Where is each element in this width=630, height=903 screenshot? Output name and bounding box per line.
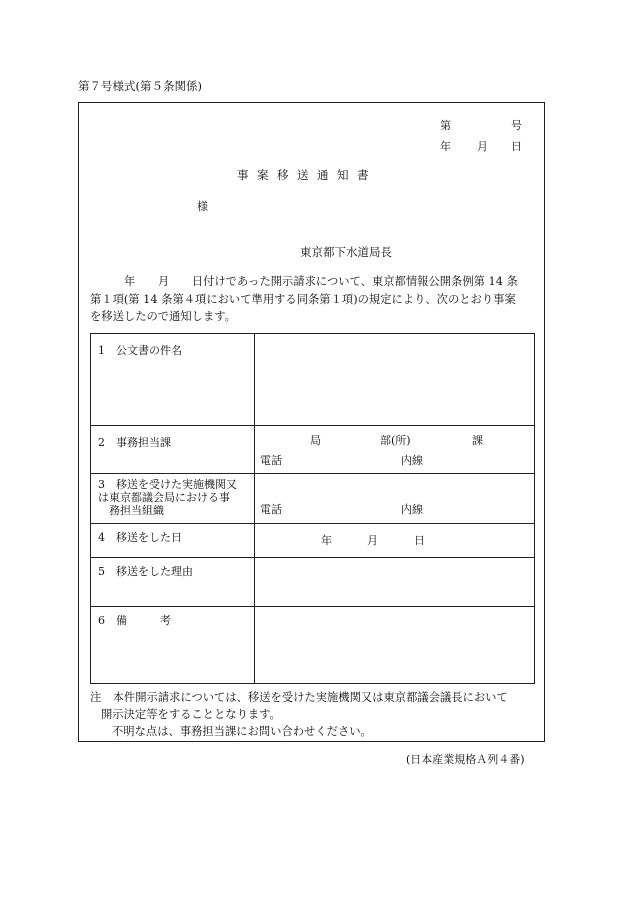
section-label: 課 (472, 434, 483, 447)
row-label-receiving-organization-2: は東京都議会局における事 (98, 491, 230, 504)
note-line-3: 不明な点は、事務担当課にお問い合わせください。 (112, 725, 372, 738)
note-line-1: 注 本件開示請求については、移送を受けた実施機関又は東京都議会議長において (90, 691, 508, 704)
row-label-responsible-section: 2 事務担当課 (98, 436, 171, 449)
transfer-date-year: 年 (321, 534, 332, 547)
row-label-remarks: 6 備 考 (98, 614, 171, 627)
row-label-document-subject: 1 公文書の件名 (98, 344, 182, 357)
department-label: 部(所) (380, 434, 411, 447)
document-title: 事案移送通知書 (237, 168, 377, 182)
table-row-divider (91, 557, 534, 558)
date-year: 年 (440, 140, 451, 153)
transfer-date-day: 日 (414, 534, 425, 547)
extension-label: 内線 (401, 454, 423, 467)
doc-number-prefix: 第 (440, 119, 451, 132)
body-line-2: 第１項(第 14 条第４項において準用する同条第１項)の規定により、次のとおり事案 (90, 293, 516, 306)
note-line-2: 開示決定等をすることとなります。 (101, 708, 281, 721)
phone-label: 電話 (260, 503, 282, 516)
document-number-line (440, 119, 522, 132)
bureau-label: 局 (310, 434, 321, 447)
recipient-honorific: 様 (197, 200, 208, 213)
table-row-divider (91, 473, 534, 474)
date-month: 月 (477, 140, 488, 153)
form-label: 第７号様式(第５条関係) (78, 79, 202, 93)
transfer-details-table (90, 333, 535, 684)
issuer-name: 東京都下水道局長 (300, 245, 392, 259)
body-line-1: 年 月 日付けであった開示請求について、東京都情報公開条例第 14 条 (124, 275, 518, 288)
row-label-receiving-organization-3: 務担当組織 (109, 504, 164, 517)
transfer-date-month: 月 (367, 534, 378, 547)
body-line-3: を移送したので通知します。 (90, 310, 236, 323)
doc-number-suffix: 号 (511, 119, 522, 132)
table-row-divider (91, 425, 534, 426)
row-label-transfer-date: 4 移送をした日 (98, 531, 182, 544)
phone-label: 電話 (260, 454, 282, 467)
row-label-receiving-organization: 3 移送を受けた実施機関又 (98, 478, 237, 491)
table-column-divider (254, 334, 255, 683)
date-day: 日 (511, 140, 522, 153)
paper-standard-note: (日本産業規格Ａ列４番) (406, 753, 525, 766)
table-row-divider (91, 523, 534, 524)
row-label-transfer-reason: 5 移送をした理由 (98, 565, 193, 578)
table-row-divider (91, 606, 534, 607)
extension-label: 内線 (401, 503, 423, 516)
